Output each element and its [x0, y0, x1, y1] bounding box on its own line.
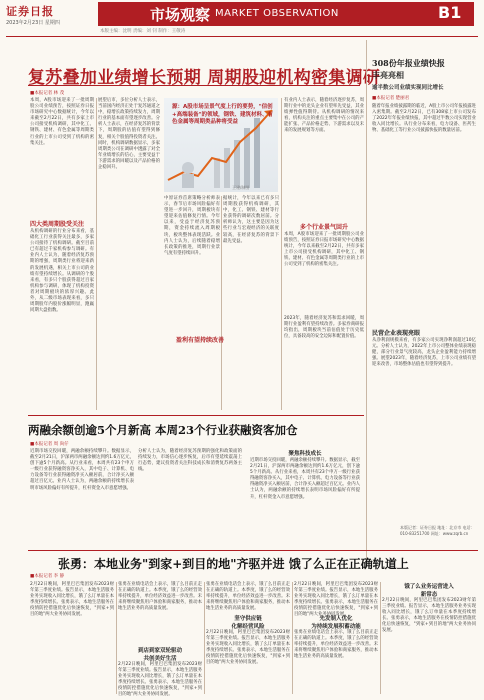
edition-line: 本版主编：沈明 责编：刘 钊 制作：王敬涛	[100, 29, 186, 34]
third-byline: ■本报记者 李 静	[30, 574, 65, 579]
lead-subhead-1: 四大类周期股受关注	[30, 221, 85, 228]
third-col2: 张勇在业绩电话会上表示，饿了么目前正走在正确的轨道上。本季度，饿了么的经营效率持续提升，单位经济效益进一步改善。未来将继续聚焦用户体验和商家服务，推动本地生活业务的高质量发展。	[118, 582, 202, 612]
third-inner-head-3: 先发制人优化 为持续发展积蓄动能	[311, 616, 361, 630]
lead-col3b: 据统计，今年以来已有多只周期股获得机构调研，其中，化工、钢铁、建材等行业获得的调研次数居前。分析师认为，这主要是因为这些行业与宏观经济的关联度较高，在经济复苏的背景下最先受益。	[223, 196, 279, 244]
second-inner-head: 聚焦科技成长	[288, 451, 322, 457]
col-divider	[380, 582, 381, 694]
masthead-logo: 证券日报	[6, 5, 54, 18]
lead-col2: 展望后市，多位分析人士表示，当前国内经济正处于复苏通道之中，稳增长政策持续发力，周期行业的基本面有望逐步改善。分析人士表示，在经济复苏的背景下，周期股的估值有望得到修复，相关个股值得投资者关注。同时，机构调研数据显示，多家周期类公司在调研中透露了对全年业绩增长的信心，主要受益于下游需求的回暖以及产品价格的企稳回升。	[98, 98, 160, 171]
section-title: 市场观察	[150, 6, 211, 24]
article-rule	[28, 415, 364, 416]
section-title-en: MARKET OBSERVATION	[215, 8, 339, 19]
second-body-3: 近期市场交投回暖，两融余额持续攀升。数据显示，截至2月21日，沪深两市两融余额达到约1.6万亿元，创下逾5个月新高。从行业来看，本周共有23个申万一级行业获得融资客净买入，其中电子、计算机、电力设备等行业获得融资净买入额居前，合计净买入额超过百亿元。业内人士认为，两融余额的持续增长表明市场风险偏好有所提升，杠杆资金入市意愿增强。	[250, 458, 360, 500]
second-body: 近期市场交投回暖，两融余额持续攀升。数据显示，截至2月21日，沪深两市两融余额达到约1.6万亿元，创下逾5个月新高。从行业来看，本周共有23个申万一级行业获得融资客净买入，其中电子、计算机、电力设备等行业获得融资净买入额居前，合计净买入额超过百亿元。业内人士认为，两融余额的持续增长表明市场风险偏好有所提升，杠杆资金入市意愿增强。	[30, 449, 134, 491]
col-divider	[281, 98, 282, 410]
third-col4b: 张勇在业绩电话会上表示，饿了么目前正走在正确的轨道上。本季度，饿了么的经营效率持续提升，单位经济效益进一步改善。未来将继续聚焦用户体验和商家服务，推动本地生活业务的高质量发展。	[294, 630, 378, 660]
lead-col1: 本周，A股市场迎来了一批周期股公司业绩预告，按照证券日报市场研究中心数据统计，今年以来截至2月22日，共有多家上市公司接受机构调研，其中化工、钢铁、建材、有色金属等周期类行业的上市公司受到了机构的密集关注。	[30, 98, 94, 146]
third-headline: 张勇：本地业务"到家+到目的地"齐驱并进 饿了么正在正确轨道上	[58, 557, 409, 571]
page-number: B1	[438, 3, 462, 22]
lead-subhead-3: 盈利有望持续改善	[176, 337, 225, 344]
third-col5: 2月22日晚间，阿里巴巴集团发布2023财年第三季度业绩。报告显示，本地生活服务业务实现收入同比增长，饿了么订单量在本季度持续增长。张勇表示，本地生活服务在疫情防控措施优化后快速恢复，"到家+到目的地"两大业务协同发展。	[382, 598, 476, 634]
sidebar-divider	[366, 40, 367, 560]
third-col4: 2月22日晚间，阿里巴巴集团发布2023财年第三季度业绩。报告显示，本地生活服务业务实现收入同比增长，饿了么订单量在本季度持续增长。张勇表示，本地生活服务在疫情防控措施优化后快速恢复，"到家+到目的地"两大业务协同发展。	[294, 582, 378, 618]
third-inner-head-1: 到店到家双轮驱动 共创美好生活	[137, 648, 182, 662]
sidebar-headline-2: 丰亮亮相	[372, 70, 404, 80]
sidebar-byline: ■本报记者 楚丽君	[372, 96, 410, 101]
third-col2b: 2月22日晚间，阿里巴巴集团发布2023财年第三季度业绩。报告显示，本地生活服务业务实现收入同比增长，饿了么订单量在本季度持续增长。张勇表示，本地生活服务在疫情防控措施优化后快速恢复，"到家+到目的地"两大业务协同发展。	[118, 662, 202, 698]
sidebar-body-2: 从净利润规模来看，有多家公司实现净利润超过10亿元。分析人士认为，2022年上市公司整体业绩表现稳健，部分行业景气度较高，龙头企业盈利能力持续增强。展望2023年，随着经济复苏，上市公司业绩有望迎来改善，市场整体估值也有望得到提升。	[372, 338, 476, 368]
col-divider	[221, 196, 222, 410]
lead-byline: ■本报记者 林 茂	[30, 91, 65, 96]
lead-col4c: 2023年，随着经济复苏和需求回暖，周期行业盈利有望持续改善。多家券商研报均指出，周期板块当前估值处于历史低位，具备较高的安全边际和配置价值。	[284, 316, 364, 340]
sidebar-body: 随着年报业绩披露期的临近，A股上市公司年报披露进入密集期。截至2月22日，已有308家上市公司发布了2022年年报业绩快报，其中超过半数公司实现营业收入同比增长。从行业分布来看，电力设备、医药生物、基础化工等行业公司披露快报的数量居前。	[372, 104, 476, 134]
masthead-date: 2023年2月23日 星期四	[6, 20, 60, 26]
third-col3b: 2月22日晚间，阿里巴巴集团发布2023财年第三季度业绩。报告显示，本地生活服务业务实现收入同比增长，饿了么订单量在本季度持续增长。张勇表示，本地生活服务在疫情防控措施优化后快速恢复，"到家+到目的地"两大业务协同发展。	[206, 630, 290, 666]
sidebar-headline-1: 308份年报业绩快报	[372, 58, 445, 68]
second-headline: 两融余额创逾5个月新高 本周23个行业获融资客加仓	[28, 423, 298, 437]
lead-headline: 复苏叠加业绩增长预期 周期股迎机构密集调研	[28, 68, 381, 88]
headline-rule	[28, 85, 360, 86]
third-inner-head-4: 饿了么业务运营进入 新常态	[404, 584, 454, 598]
third-inner-head-2: 坚守供应链 化解经营风险	[231, 616, 265, 630]
second-byline: ■本报记者 周 尚仔	[30, 442, 69, 447]
third-col3: 张勇在业绩电话会上表示，饿了么目前正走在正确的轨道上。本季度，饿了么的经营效率持续提升，单位经济效益进一步改善。未来将继续聚焦用户体验和商家服务，推动本地生活业务的高质量发展。	[206, 582, 290, 612]
second-body-2: 分析人士认为，随着经济复苏预期的强化和政策面的持续发力，市场信心逐步恢复，后市有望延续震荡上行态势，建议投资者关注科技成长和消费复苏两条主线。	[138, 449, 242, 473]
col-divider	[116, 582, 117, 694]
lead-col3: 中原证券首席策略分析师表示，春节后市场风险偏好有望进一步回升，周期板块有望迎来估值修复行情。今年以来，受益于经济复苏预期，资金持续流入周期板块，板块整体表现活跃。业内人士认为，后续随着稳增长政策的推进，周期行业景气度有望持续回升。	[164, 196, 220, 256]
lead-subhead-2: 多个行业景气回升	[300, 224, 349, 231]
graphic-quote: 源：A股市场呈景气度上行的要势，"信创+高端装备"的领域，钢铁、建筑材料、有色金属等周期类品种将受益	[172, 104, 273, 125]
col-divider	[204, 582, 205, 694]
lead-col4: 有业内人士表示，随着经济逐步复苏，周期行业中的龙头企业有望率先受益，其业绩弹性值得期待。从机构调研的情况来看，机构关注的重点主要集中在公司的产能扩张、产品价格走势、下游需求以及未来的发展规划等方面。	[284, 98, 364, 134]
article-rule	[28, 550, 478, 551]
col-divider	[292, 582, 293, 694]
sidebar-subhead: 民营企业表现亮眼	[372, 330, 421, 337]
contact-info: 本版记者：证券日报 地址：北京市 电话：010-83251700 网址：www.zqrb.cn	[400, 525, 475, 536]
lead-col4-body: 本周，A股市场迎来了一批周期股公司业绩预告，按照证券日报市场研究中心数据统计，今年以来截至2月22日，共有多家上市公司接受机构调研，其中化工、钢铁、建材、有色金属等周期类行业的上市公司受到了机构的密集关注。	[284, 232, 364, 268]
col-divider	[96, 98, 97, 410]
third-col1: 2月22日晚间，阿里巴巴集团发布2023财年第三季度业绩。报告显示，本地生活服务业务实现收入同比增长，饿了么订单量在本季度持续增长。张勇表示，本地生活服务在疫情防控措施优化后快速恢复，"到家+到目的地"两大业务协同发展。	[30, 582, 114, 618]
graphic-caption: 王建/制图	[232, 185, 250, 190]
header-rule	[6, 36, 478, 37]
lead-col1b: 从机构调研的行业分布来看，基础化工行业获得关注最多，多家公司接待了机构调研。截至目前已有超过千家机构参与调研。有业内人士认为，随着经济复苏预期的增强，周期类行业将迎来新的发展机遇，相关上市公司的业绩有望持续增长。从调研的个股来看，有多只个股获得超过百家机构参与调研，体现了机构投资者对周期板块的浓厚兴趣。此外，从二级市场表现来看，多只周期股年内股价涨幅明显，跑赢同期大盘指数。	[30, 229, 94, 314]
sidebar-subheadline: 逾半数公司业绩实现同比增长	[372, 85, 444, 91]
